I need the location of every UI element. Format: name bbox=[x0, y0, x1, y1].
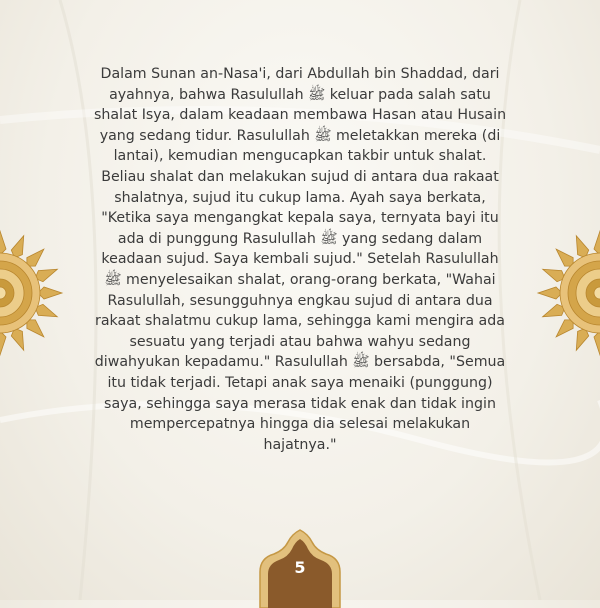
gold-mandala-right-icon bbox=[535, 228, 600, 358]
hadith-paragraph: Dalam Sunan an-Nasa'i, dari Abdullah bin Shaddad, dari ayahnya, bahwa Rasulullah ﷺ keluar pada salah satu shalat Isya, dalam keadaan membawa Hasan atau Husain yang sedang tidur. Rasulullah ﷺ meletakkan mereka (di lantai), kemudian mengucapkan takbir untuk shalat. Beliau shalat dan melakukan sujud di antara dua rakaat shalatnya, sujud itu cukup lama. Ayah saya berkata, "Ketika saya mengangkat kepala saya, ternyata bayi itu ada di punggung Rasulullah ﷺ yang sedang dalam keadaan sujud. Saya kembali sujud." Setelah Rasulullah ﷺ menyelesaikan shalat, orang-orang berkata, "Wahai Rasulullah, sesungguhnya engkau sujud di antara dua rakaat shalatmu cukup lama, sehingga kami mengira ada sesuatu yang terjadi atau bahwa wahyu sedang diwahyukan kepadamu." Rasulullah ﷺ bersabda, "Semua itu tidak terjadi. Tetapi anak saya menaiki (punggung) saya, sehingga saya merasa tidak enak dan tidak ingin mempercepatnya hingga dia selesai melakukan hajatnya." bbox=[93, 66, 507, 453]
gold-mandala-left-icon bbox=[0, 228, 65, 358]
page-number: 5 bbox=[294, 558, 306, 577]
